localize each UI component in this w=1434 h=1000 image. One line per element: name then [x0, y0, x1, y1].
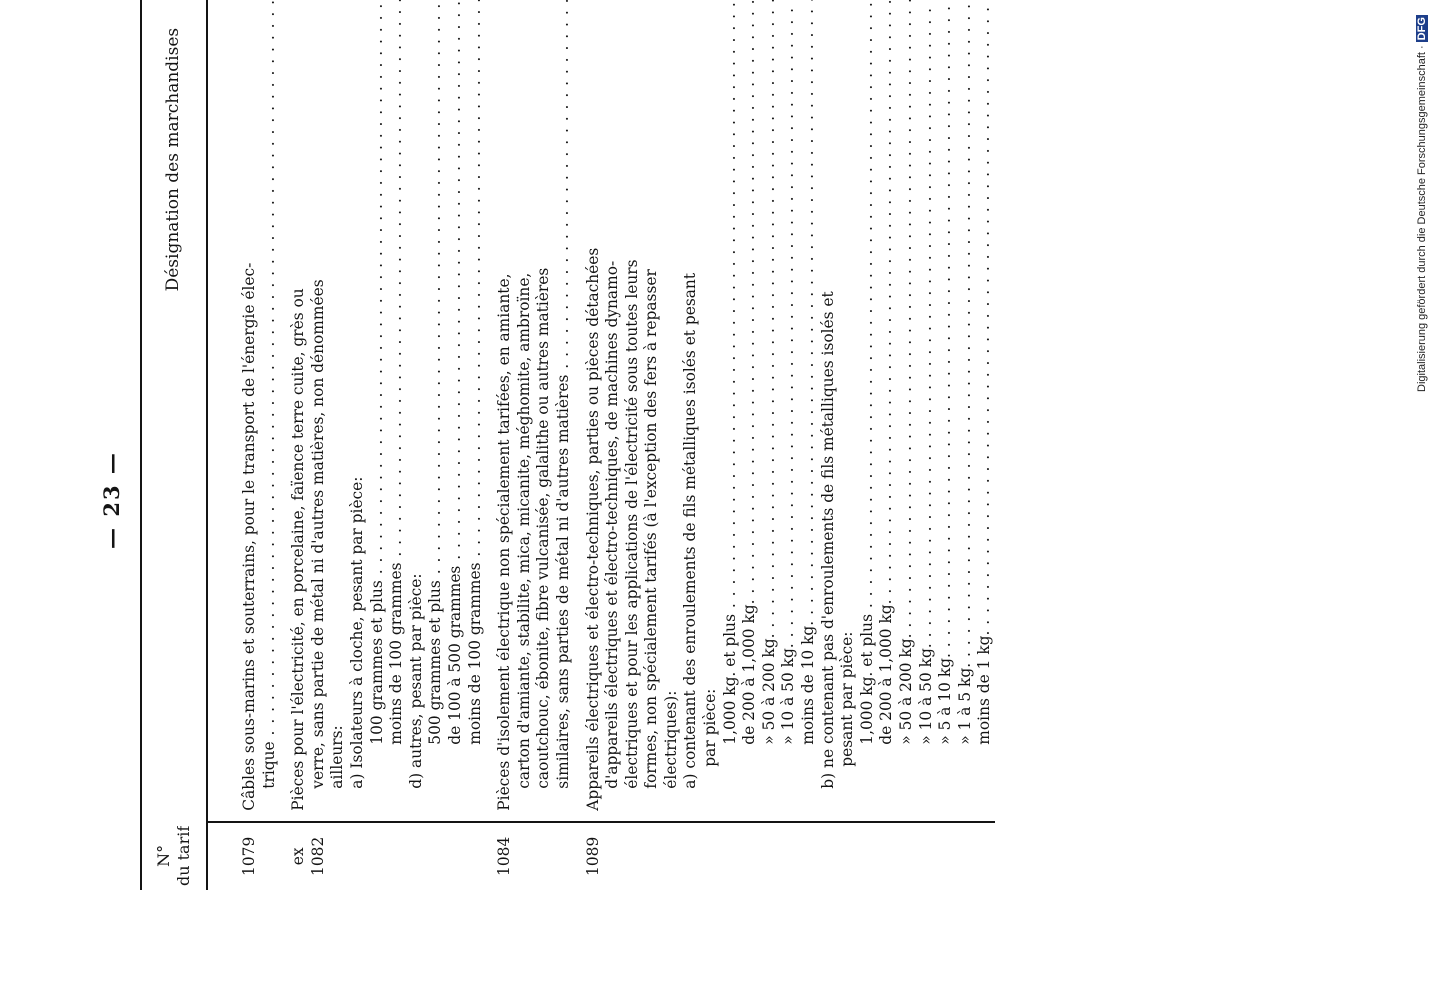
- table-row: [407, 0, 427, 890]
- tariff-number: [407, 822, 427, 890]
- table-row: [877, 0, 897, 890]
- header-tariff-number: N° du tarif: [141, 822, 207, 890]
- designation: [740, 0, 760, 822]
- designation-line: trique . . .: [260, 0, 280, 811]
- subheading: d) autres, pesant par pièce:: [406, 573, 425, 789]
- tariff-number: [819, 822, 839, 890]
- table-row: [289, 0, 348, 890]
- tariff-number: [387, 822, 407, 890]
- designation-line: carton d'amiante, stabilite, mica, micanite, méghomite, ambroïne,: [514, 272, 533, 789]
- item-label: 1,000 kg. et plus . . .: [858, 0, 878, 811]
- table-row: [721, 0, 741, 890]
- tariff-number: [701, 822, 721, 890]
- table-row: [446, 0, 466, 890]
- tariff-number: [368, 822, 388, 890]
- table-row: [740, 0, 760, 890]
- designation-line: d'appareils électriques et électro-techniques, de machines dynamo-: [603, 260, 622, 789]
- tariff-number: [446, 822, 466, 890]
- item-label: » 10 à 50 kg. . . .: [917, 0, 937, 811]
- designation: [466, 0, 486, 822]
- designation-line: ailleurs:: [328, 725, 347, 789]
- tariff-rows: [207, 0, 995, 890]
- item-label: » 5 à 10 kg. . . .: [936, 0, 956, 811]
- table-row: [975, 0, 995, 890]
- designation: [936, 0, 956, 822]
- digitization-credit: [1416, 8, 1434, 408]
- header-designation: Désignation des marchandises: [141, 0, 207, 822]
- table-row: [240, 0, 279, 890]
- designation: [584, 0, 682, 822]
- designation-line: Pièces d'isolement électrique non spécialement tarifées, en amiante,: [495, 273, 514, 811]
- designation: [819, 0, 839, 822]
- designation-line: caoutchouc, ébonite, fibre vulcanisée, galalithe ou autres matières: [534, 267, 553, 789]
- tariff-number: [466, 822, 486, 890]
- tariff-number: [426, 822, 446, 890]
- designation-line: formes, non spécialement tarifés (à l'exception des fers à repasser: [642, 269, 661, 789]
- table-row: [917, 0, 937, 890]
- table-row: [348, 0, 368, 890]
- designation: [387, 0, 407, 822]
- tariff-number: [779, 822, 799, 890]
- table-row: [799, 0, 819, 890]
- table-row: [858, 0, 878, 890]
- tariff-number: [760, 822, 780, 890]
- designation: [721, 0, 741, 822]
- page-number: — 23 —: [99, 451, 124, 549]
- designation-line: Pièces pour l'électricité, en porcelaine, faïence terre cuite, grès ou: [289, 288, 308, 811]
- tariff-number: 1079: [240, 822, 279, 890]
- item-label: moins de 10 kg. . . .: [799, 0, 819, 811]
- item-label: 500 grammes et plus . . .: [426, 0, 446, 811]
- designation-line: électriques et pour les applications de l'électricité sous toutes leurs: [622, 259, 641, 789]
- designation: [407, 0, 427, 822]
- designation: [701, 0, 721, 822]
- designation: [975, 0, 995, 822]
- tariff-number: [740, 822, 760, 890]
- item-label: de 200 à 1,000 kg. . . .: [877, 0, 897, 811]
- tariff-number: ex 1082: [289, 822, 348, 890]
- tariff-number: [917, 822, 937, 890]
- designation: [917, 0, 937, 822]
- designation: [838, 0, 858, 822]
- table-row: [819, 0, 839, 890]
- table-row: [760, 0, 780, 890]
- subheading-cont: pesant par pièce:: [838, 631, 857, 767]
- table-row: [495, 0, 573, 890]
- table-row: [897, 0, 917, 890]
- table-row: [584, 0, 682, 890]
- designation: [495, 0, 573, 822]
- tariff-number: [877, 822, 897, 890]
- tariff-number: [858, 822, 878, 890]
- item-label: de 100 à 500 grammes . . .: [446, 0, 466, 811]
- table-row: [838, 0, 858, 890]
- tariff-number: [956, 822, 976, 890]
- table-row: [426, 0, 446, 890]
- tariff-number: [348, 822, 368, 890]
- designation-line: électriques):: [661, 690, 680, 789]
- dfg-logo: DFG: [1416, 17, 1428, 41]
- table-row: [779, 0, 799, 890]
- item-label: moins de 1 kg. . . .: [975, 0, 995, 811]
- table-row: [701, 0, 721, 890]
- tariff-number: [975, 822, 995, 890]
- item-label: 100 grammes et plus . . .: [368, 0, 388, 811]
- item-label: moins de 100 grammes . . .: [387, 0, 407, 811]
- designation: [240, 0, 279, 822]
- designation: [426, 0, 446, 822]
- designation-line: Câbles sous-marins et souterrains, pour le transport de l'énergie élec-: [240, 262, 258, 811]
- subheading: a) Isolateurs à cloche, pesant par pièce:: [347, 476, 366, 789]
- tariff-number: [799, 822, 819, 890]
- designation: [858, 0, 878, 822]
- tariff-number: [681, 822, 701, 890]
- designation: [877, 0, 897, 822]
- item-label: » 50 à 200 kg. . . .: [760, 0, 780, 811]
- designation: [681, 0, 701, 822]
- item-label: » 10 à 50 kg. . . .: [779, 0, 799, 811]
- item-label: » 50 à 200 kg. . . .: [897, 0, 917, 811]
- credit-text: Digitalisierung gefördert durch die Deutsche Forschungsgemeinschaft ·: [1416, 45, 1428, 392]
- table-row: [466, 0, 486, 890]
- designation: [446, 0, 466, 822]
- designation: [956, 0, 976, 822]
- designation: [368, 0, 388, 822]
- tariff-number: [721, 822, 741, 890]
- designation: [799, 0, 819, 822]
- designation-line: Appareils électriques et électro-techniques, parties ou pièces détachées: [583, 247, 602, 811]
- designation: [760, 0, 780, 822]
- table-row: [936, 0, 956, 890]
- item-label: » 1 à 5 kg. . . .: [956, 0, 976, 811]
- designation-line: verre, sans partie de métal ni d'autres matières, non dénommées: [308, 279, 327, 789]
- table-row: [681, 0, 701, 890]
- subheading: a) contenant des enroulements de fils métalliques isolés et pesant: [681, 272, 700, 789]
- designation-line: similaires, sans parties de métal ni d'autres matières . . .: [554, 0, 574, 811]
- designation: [897, 0, 917, 822]
- item-label: de 200 à 1,000 kg. . . .: [740, 0, 760, 811]
- subheading-cont: par pièce:: [701, 688, 720, 767]
- table-row: [368, 0, 388, 890]
- tariff-table: [140, 0, 995, 890]
- designation: [348, 0, 368, 822]
- table-row: [956, 0, 976, 890]
- rotated-content: [85, 0, 1065, 1000]
- tariff-number: [936, 822, 956, 890]
- tariff-number: 1089: [584, 822, 682, 890]
- tariff-number: [897, 822, 917, 890]
- item-label: moins de 100 grammes . . .: [466, 0, 486, 811]
- item-label: 1,000 kg. et plus . . .: [721, 0, 741, 811]
- designation: [779, 0, 799, 822]
- table-row: [387, 0, 407, 890]
- tariff-number: [838, 822, 858, 890]
- designation: [289, 0, 348, 822]
- subheading: b) ne contenant pas d'enroulements de fils métalliques isolés et: [818, 291, 837, 789]
- tariff-number: 1084: [495, 822, 573, 890]
